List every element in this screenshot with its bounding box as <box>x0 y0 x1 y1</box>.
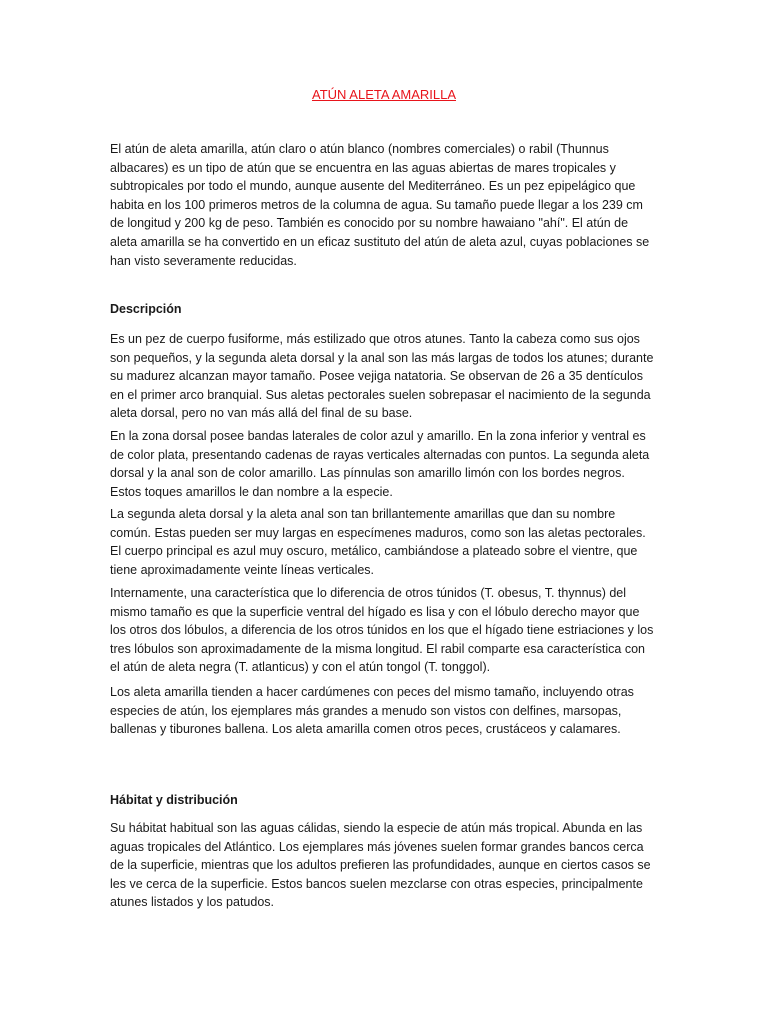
section-heading-descripcion: Descripción <box>110 302 182 316</box>
descripcion-paragraph-3: La segunda aleta dorsal y la aleta anal son tan brillantemente amarillas que dan su nombre común. Estas pueden ser muy largas en especímenes maduros, como son las aletas pectorales. El cuerpo principal es azul muy oscuro, metálico, cambiándose a plateado sobre el vientre, que tiene aproximadamente veinte líneas verticales. <box>110 507 646 577</box>
intro-paragraph: El atún de aleta amarilla, atún claro o atún blanco (nombres comerciales) o rabil (Thunnus albacares) es un tipo de atún que se encuentra en las aguas abiertas de mares tropicales y subtropicales por todo el mundo, aunque ausente del Mediterráneo. Es un pez epipelágico que habita en los 100 primeros metros de la columna de agua. Su tamaño puede llegar a los 239 cm de longitud y 200 kg de peso. También es conocido por su nombre hawaiano "ahí". El atún de aleta amarilla se ha convertido en un eficaz sustituto del atún de aleta azul, cuyas poblaciones se han visto severamente reducidas. <box>110 142 650 268</box>
section-heading-habitat: Hábitat y distribución <box>110 793 238 807</box>
descripcion-paragraph-2: En la zona dorsal posee bandas laterales de color azul y amarillo. En la zona inferior y ventral es de color plata, presentando cadenas de rayas verticales alternadas con puntos. La segunda aleta dorsal y la anal son de color amarillo. Las pínnulas son amarillo limón con los bordes negros. Estos toques amarillos le dan nombre a la especie. <box>110 429 650 499</box>
descripcion-paragraph-5: Los aleta amarilla tienden a hacer cardúmenes con peces del mismo tamaño, incluyendo otras especies de atún, los ejemplares más grandes a menudo son vistos con delfines, marsopas, ballenas y tiburones ballena. Los aleta amarilla comen otros peces, crustáceos y calamares. <box>110 685 634 737</box>
document-title: ATÚN ALETA AMARILLA <box>311 87 456 102</box>
habitat-paragraph-1: Su hábitat habitual son las aguas cálidas, siendo la especie de atún más tropical. Abunda en las aguas tropicales del Atlántico. Los ejemplares más jóvenes suelen formar grandes bancos cerca de la superficie, mientras que los adultos prefieren las profundidades, aunque en ciertos casos se les ve cerca de la superficie. Estos bancos suelen mezclarse con otras especies, principalmente atunes listados y los patudos. <box>110 821 651 910</box>
descripcion-paragraph-4: Internamente, una característica que lo diferencia de otros túnidos (T. obesus, T. thynnus) del mismo tamaño es que la superficie ventral del hígado es lisa y con el lóbulo derecho mayor que los otros dos lóbulos, a diferencia de los otros túnidos en los que el hígado tiene estriaciones y los tres lóbulos son aproximadamente de la misma longitud. El rabil comparte esa característica con el atún de aleta negra (T. atlanticus) y con el atún tongol (T. tonggol). <box>110 586 654 675</box>
descripcion-paragraph-1: Es un pez de cuerpo fusiforme, más estilizado que otros atunes. Tanto la cabeza como sus ojos son pequeños, y la segunda aleta dorsal y la anal son las más largas de todos los atunes; durante su madurez alcanzan mayor tamaño. Posee vejiga natatoria. Se observan de 26 a 35 dentículos en el primer arco branquial. Sus aletas pectorales suelen sobrepasar el nacimiento de la segunda aleta dorsal, pero no van más allá del final de su base. <box>110 332 654 421</box>
document-page <box>110 0 658 1024</box>
